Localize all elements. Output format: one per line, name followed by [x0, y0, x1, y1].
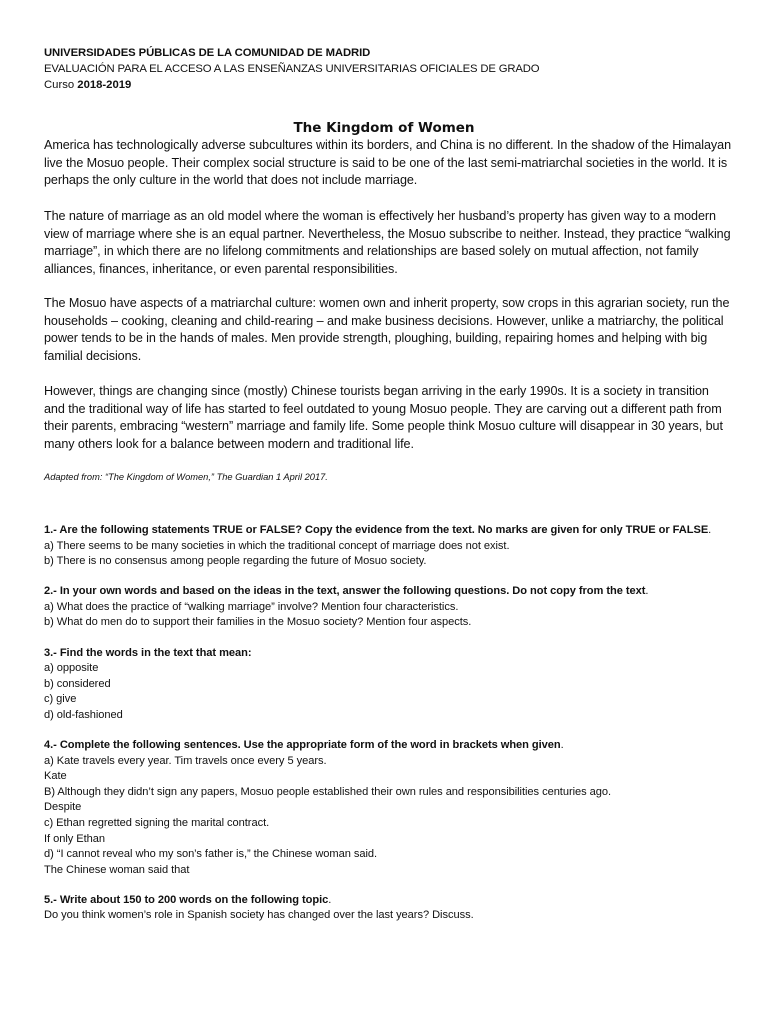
question-4-item-c-start: If only Ethan: [44, 832, 106, 845]
question-4-heading: [44, 738, 734, 754]
question-5-prompt: Do you think women’s role in Spanish society has changed over the last years? Discuss.: [44, 909, 474, 922]
question-2-item-a: a) What does the practice of “walking marriage” involve? Mention four characteristics.: [44, 600, 459, 613]
question-1-item-b: b) There is no consensus among people regarding the future of Mosuo society.: [44, 555, 427, 568]
question-2: [44, 584, 734, 631]
course-label: Curso: [44, 79, 78, 91]
exam-subheading: EVALUACIÓN PARA EL ACCESO A LAS ENSEÑANZAS UNIVERSITARIAS OFICIALES DE GRADO: [44, 63, 540, 75]
question-4-item-a: a) Kate travels every year. Tim travels once every 5 years.: [44, 754, 327, 767]
article-title: The Kingdom of Women: [293, 120, 475, 136]
article-paragraph-4: However, things are changing since (mostly) Chinese tourists began arriving in the early 1990s. It is a society in transition and the traditional way of life has started to feel outdated to young Mosuo people. They are carving out a different path from their parents, embracing “western” marriage and family life. Some people think Mosuo culture will disappear in 30 years, but many others look for a balance between modern and traditional life.: [44, 384, 723, 451]
question-4-item-b: B) Although they didn’t sign any papers, Mosuo people established their own rules and responsibilities centuries ago.: [44, 785, 612, 798]
question-4-item-d: d) “I cannot reveal who my son’s father is,” the Chinese woman said.: [44, 848, 378, 861]
question-4-item-a-start: Kate: [44, 770, 67, 783]
course-value: 2018-2019: [77, 79, 132, 91]
question-5-heading: [44, 893, 734, 909]
question-1: [44, 523, 734, 570]
course-line: [44, 77, 734, 93]
article-source: Adapted from: “The Kingdom of Women,” The Guardian 1 April 2017.: [44, 472, 328, 482]
article-paragraph-2: The nature of marriage as an old model where the woman is effectively her husband’s property has given way to a modern view of marriage where she is an equal partner. Nevertheless, the Mosuo subscribe to neither. Instead, they practice “walking marriage”, in which there are no lifelong commitments and relationships are based solely on mutual affection, not family alliances, finances, inheritance, or even parental responsibilities.: [44, 209, 731, 276]
question-2-item-b: b) What do men do to support their families in the Mosuo society? Mention four aspects.: [44, 616, 472, 629]
question-4-item-c: c) Ethan regretted signing the marital contract.: [44, 817, 270, 829]
question-1-title-end: .: [708, 524, 712, 536]
question-4-title: 4.- Complete the following sentences. Use the appropriate form of the word in brackets when given: [44, 739, 561, 752]
question-1-item-a: a) There seems to be many societies in which the traditional concept of marriage does not exist.: [44, 539, 510, 552]
questions-section: [44, 523, 734, 939]
question-3-item-b: b) considered: [44, 677, 111, 690]
question-4: [44, 738, 734, 878]
exam-header: [44, 45, 734, 93]
question-3-item-c: c) give: [44, 693, 77, 706]
question-2-heading: [44, 584, 734, 600]
question-1-heading: [44, 523, 734, 539]
question-2-title: 2.- In your own words and based on the ideas in the text, answer the following questions. Do not copy from the text: [44, 585, 646, 598]
question-3-title: 3.- Find the words in the text that mean:: [44, 646, 252, 659]
article-paragraph-3: The Mosuo have aspects of a matriarchal culture: women own and inherit property, sow crops in this agrarian society, run the households – cooking, cleaning and child-rearing – and make business decisions. However, unlike a matriarchy, the political power tends to be in the hands of males. Men provide strength, ploughing, building, repairing homes and helping with big familial decisions.: [44, 296, 730, 363]
question-4-title-end: .: [560, 739, 564, 752]
question-5: [44, 893, 734, 924]
question-3-item-d: d) old-fashioned: [44, 708, 123, 721]
article-paragraph-1: America has technologically adverse subcultures within its borders, and China is no different. In the shadow of the Himalayan live the Mosuo people. Their complex social structure is said to be one of the last semi-matriarchal societies in the world. It is perhaps the only culture in the world that does not include marriage.: [44, 138, 731, 188]
question-4-item-d-start: The Chinese woman said that: [44, 863, 190, 876]
question-4-item-b-start: Despite: [44, 801, 82, 814]
question-3: [44, 646, 734, 724]
question-1-title: 1.- Are the following statements TRUE or FALSE? Copy the evidence from the text. No marks are given for only TRUE or FALSE: [44, 524, 709, 536]
question-3-item-a: a) opposite: [44, 662, 99, 675]
question-5-title-end: .: [328, 893, 332, 906]
university-heading: UNIVERSIDADES PÚBLICAS DE LA COMUNIDAD DE MADRID: [44, 47, 371, 59]
question-5-title: 5.- Write about 150 to 200 words on the following topic: [44, 893, 329, 906]
question-2-title-end: .: [645, 585, 649, 598]
